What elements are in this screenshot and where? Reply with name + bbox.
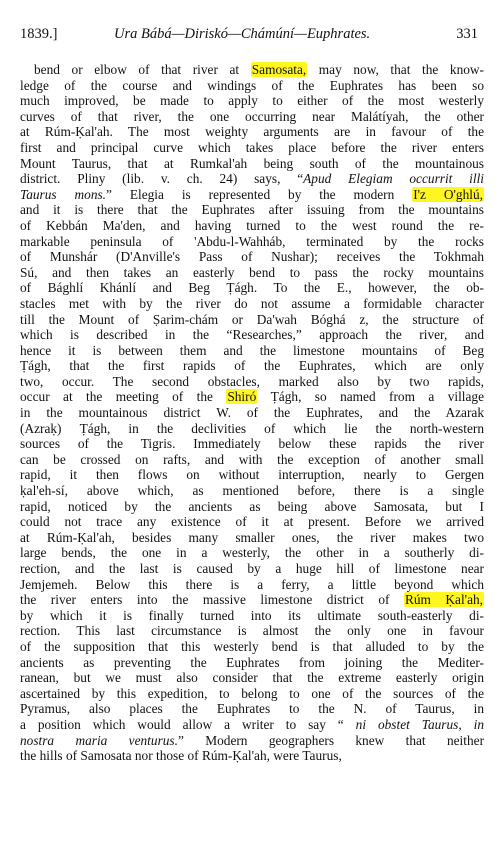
text-line xyxy=(20,577,484,593)
text-line xyxy=(20,436,484,452)
text-line xyxy=(20,171,484,187)
text-run: rapid, noticed by the ancients as being above Samosata, but I xyxy=(20,498,484,514)
text-line xyxy=(20,733,484,749)
text-line xyxy=(20,514,484,530)
text-run: Mount Taurus, that at Rumkal'ah being south of the mountainous xyxy=(20,155,484,171)
text-line xyxy=(20,389,484,405)
highlighted-term: I'z O'ghlú, xyxy=(413,186,483,202)
text-run: till the Mount of Ṣarim-chám or Da'wah Bóghá z, the structure of xyxy=(20,311,484,327)
italic-quote: ni obstet Taurus, in xyxy=(355,716,484,732)
text-line xyxy=(20,421,484,437)
header-year: 1839.] xyxy=(20,26,58,42)
text-run: of Munshár (D'Anville's Pass of Nushar); receives the Tokhmah xyxy=(20,249,484,265)
italic-quote: Taurus mons. xyxy=(20,186,107,202)
text-line xyxy=(20,670,484,686)
text-line xyxy=(20,249,484,265)
text-run: the hills of Samosata nor those of Rúm-Ḳal'ah, were Taurus, xyxy=(20,748,342,764)
text-run: large bends, the one in a westerly, the other in a southerly di- xyxy=(20,545,484,561)
text-run: curves of that river, the one occurring near Malátíyah, the other xyxy=(20,108,484,124)
text-line xyxy=(20,124,484,140)
text-line xyxy=(20,265,484,281)
text-line xyxy=(20,592,484,608)
text-run: by which it is finally turned into its ultimate south-easterly di- xyxy=(20,607,484,623)
text-run: rapid, it then flows on without interruption, nearly to Gergen xyxy=(20,467,484,483)
text-run: markable peninsula of 'Abdu-l-Wahháb, terminated by the rocks xyxy=(20,233,484,249)
text-run: at Rúm-Ḳal'ah, besides many smaller ones, the river makes two xyxy=(20,529,484,545)
text-run: occur at the meeting of the xyxy=(20,389,227,405)
text-run: stacles met with by the river do not assume a formidable character xyxy=(20,295,484,311)
text-line xyxy=(20,545,484,561)
text-run: could not trace any existence of it at present. Before we arrived xyxy=(20,514,484,530)
text-line xyxy=(20,467,484,483)
text-line xyxy=(20,701,484,717)
highlighted-term: Shiró xyxy=(227,389,257,405)
text-run: rection, and the last is caused by a huge hill of limestone near xyxy=(20,561,484,576)
text-run: Ṭágh, so named from a village xyxy=(257,389,484,405)
text-run: ” Elegia is represented by the modern xyxy=(106,186,413,202)
text-line xyxy=(20,234,484,250)
text-line xyxy=(20,452,484,468)
text-run: much improved, be made to apply to either of the most westerly xyxy=(20,93,484,109)
text-line xyxy=(20,93,484,109)
text-line xyxy=(20,358,484,374)
highlighted-term: Rúm Ḳal'ah, xyxy=(404,592,484,608)
text-run: Sú, and then takes an easterly bend to pass the rocky mountains xyxy=(20,264,484,280)
text-run: rection. This last circumstance is almost the only one in favour xyxy=(20,623,484,639)
text-line xyxy=(20,655,484,671)
running-head xyxy=(20,26,484,48)
text-line xyxy=(20,717,484,733)
text-line xyxy=(20,608,484,624)
text-run: ranean, but we must also consider that the extreme easterly origin xyxy=(20,670,484,686)
body-text xyxy=(20,62,484,764)
text-run: ancients as preventing the Euphrates from joining the Mediter- xyxy=(20,654,484,670)
header-title: Ura Bábá—Diriskó—Chámúní—Euphrates. xyxy=(114,26,371,42)
text-run: at Rúm-Ḳal'ah. The most weighty arguments are in favour of the xyxy=(20,124,484,140)
highlighted-term: Samosata, xyxy=(251,62,307,77)
text-line xyxy=(20,405,484,421)
text-run: ledge of the course and windings of the Euphrates has been so xyxy=(20,77,484,93)
text-run: two, occur. The second obstacles, marked also by two rapids, xyxy=(20,373,484,389)
text-line xyxy=(20,109,484,125)
text-line xyxy=(20,156,484,172)
text-run: which is described in the “Researches,” approach the river, and xyxy=(20,327,484,343)
text-run: Ṭágh, that the first rapids of the Euphrates, which are only xyxy=(20,358,484,374)
text-run: in the mountainous district W. of the Euphrates, and the Azarak xyxy=(20,405,484,421)
text-run: a position which would allow a writer to say “ xyxy=(20,716,356,732)
text-run: the river enters into the massive limestone district of xyxy=(20,592,404,608)
page-number: 331 xyxy=(456,26,478,42)
italic-quote: Apud Elegiam occurrit illi xyxy=(303,171,484,187)
text-run: Jemjemeh. Below this there is a ferry, a little beyond which xyxy=(20,576,484,592)
text-line xyxy=(20,280,484,296)
text-run: Pyramus, also places the Euphrates to the N. of Taurus, in xyxy=(20,701,484,717)
text-line xyxy=(20,748,484,764)
text-line xyxy=(20,202,484,218)
text-line xyxy=(20,499,484,515)
text-line xyxy=(20,187,484,203)
text-line xyxy=(20,218,484,234)
text-line xyxy=(20,140,484,156)
text-run: of Bághlí Khánlí and Beg Ṭágh. To the E., however, the ob- xyxy=(20,280,484,296)
text-run: first and principal curve which takes place before the river enters xyxy=(20,139,484,155)
text-run: sources of the Tigris. Immediately below these rapids the river xyxy=(20,436,484,452)
text-run: ascertained by this expedition, to belong to one of the sources of the xyxy=(20,685,484,701)
text-line xyxy=(20,62,484,78)
text-line xyxy=(20,530,484,546)
text-line xyxy=(20,686,484,702)
text-line xyxy=(20,639,484,655)
italic-quote: nostra maria venturus. xyxy=(20,732,178,748)
text-line xyxy=(20,343,484,359)
text-run: and it is there that the Euphrates after issuing from the mountains xyxy=(20,202,484,218)
text-run: of Kebbán Ma'den, and having turned to the west round the re- xyxy=(20,217,484,233)
text-line xyxy=(20,78,484,94)
text-line xyxy=(20,296,484,312)
text-run: of the supposition that this westerly bend is that alluded to by the xyxy=(20,638,484,654)
text-line xyxy=(20,327,484,343)
text-run: ḳal'eh-sí, above which, as mentioned before, there is a single xyxy=(20,483,484,499)
text-run: hence it is between them and the limestone mountains of Beg xyxy=(20,342,484,358)
text-line xyxy=(20,623,484,639)
text-run: may now, that the know- xyxy=(307,62,484,77)
text-run: district. Pliny (lib. v. ch. 24) says, “ xyxy=(20,171,304,187)
text-run: (Azraḳ) Ṭágh, in the declivities of which lie the north-western xyxy=(20,420,484,436)
text-run: can be crossed on rafts, and with the exception of another small xyxy=(20,451,484,467)
text-line xyxy=(20,374,484,390)
text-line xyxy=(20,312,484,328)
text-line xyxy=(20,561,484,577)
text-run: bend or elbow of that river at xyxy=(34,62,251,77)
text-line xyxy=(20,483,484,499)
text-run: ” Modern geographers knew that neither xyxy=(177,732,485,748)
